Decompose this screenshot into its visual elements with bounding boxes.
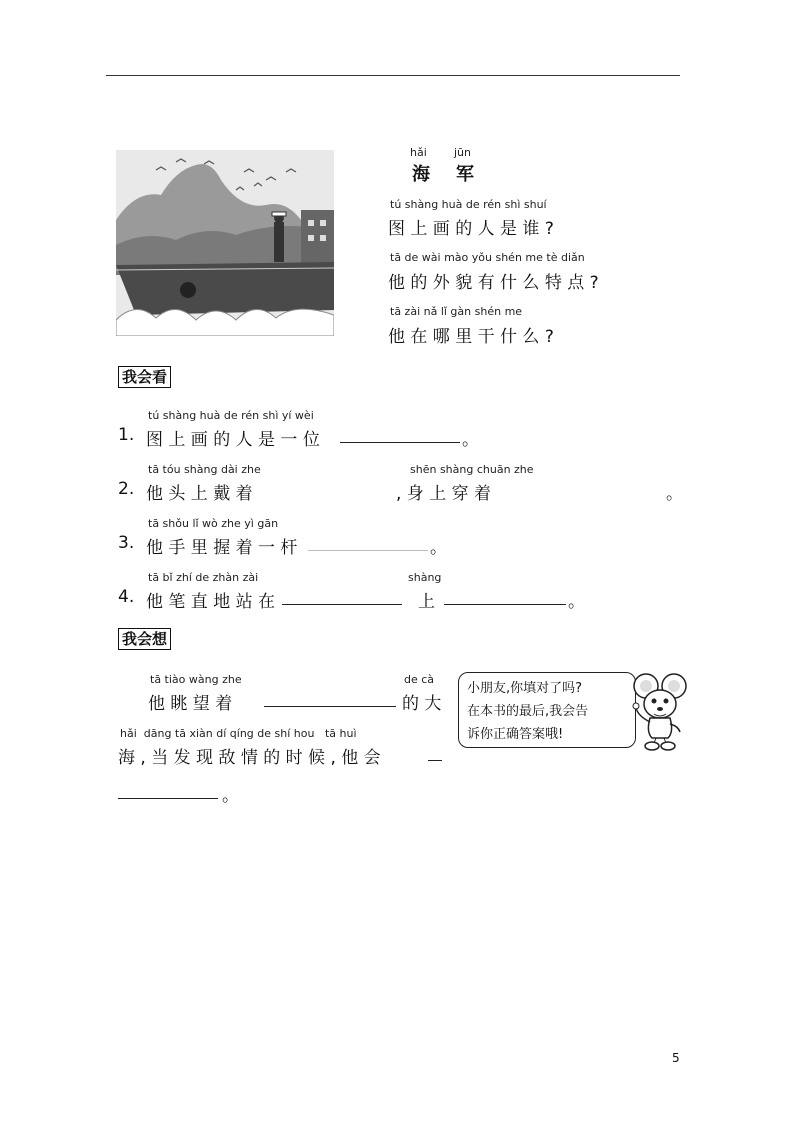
item-4-text-mid: 上 xyxy=(418,592,435,612)
item-4-text: 他 笔 直 地 站 在 xyxy=(146,592,276,612)
think-line-2-pinyin: hǎi dāng tā xiàn dí qíng de shí hou tā huì xyxy=(120,727,357,740)
question-2-text: 他 的 外 貌 有 什 么 特 点 ? xyxy=(388,273,599,293)
item-4-blank-1[interactable] xyxy=(282,604,402,605)
question-1-text: 图 上 画 的 人 是 谁 ? xyxy=(388,219,554,239)
item-4-number: 4. xyxy=(118,587,135,607)
item-4-pinyin-mid: shàng xyxy=(408,571,442,584)
item-1-blank[interactable] xyxy=(340,442,460,443)
item-3-text: 他 手 里 握 着 一 杆 xyxy=(146,538,298,558)
item-2-pinyin-a: tā tóu shàng dài zhe xyxy=(148,463,261,476)
title-char-1: 海 xyxy=(412,164,430,185)
section-look-label: 我会看 xyxy=(118,366,171,388)
title-pinyin-2: jūn xyxy=(454,146,471,159)
mouse-mascot-icon xyxy=(628,672,690,754)
think-line-2-text: 海 , 当 发 现 敌 情 的 时 候 , 他 会 xyxy=(118,748,381,768)
think-blank-2a[interactable] xyxy=(428,760,442,761)
think-blank-1[interactable] xyxy=(264,706,396,707)
item-2-pinyin-b: shēn shàng chuān zhe xyxy=(410,463,534,476)
item-2-end: 。 xyxy=(666,484,683,504)
navy-illustration xyxy=(116,150,334,336)
title-char-2: 军 xyxy=(456,164,474,185)
think-line-1-text: 他 眺 望 着 xyxy=(148,694,233,714)
section-think-label: 我会想 xyxy=(118,628,171,650)
item-4-end: 。 xyxy=(568,592,585,612)
question-3-text: 他 在 哪 里 干 什 么 ? xyxy=(388,327,554,347)
question-1-pinyin: tú shàng huà de rén shì shuí xyxy=(390,198,547,211)
item-1-number: 1. xyxy=(118,425,135,445)
item-1-text: 图 上 画 的 人 是 一 位 xyxy=(146,430,320,450)
item-1-end: 。 xyxy=(462,430,479,450)
bubble-line-2: 在本书的最后,我会告 xyxy=(467,704,589,719)
speech-bubble xyxy=(458,672,636,748)
question-2-pinyin: tā de wài mào yǒu shén me tè diǎn xyxy=(390,251,585,264)
item-4-pinyin: tā bǐ zhí de zhàn zài xyxy=(148,571,259,584)
bubble-line-3: 诉你正确答案哦! xyxy=(467,727,564,742)
think-blank-2b[interactable] xyxy=(118,798,218,799)
item-2-text-a: 他 头 上 戴 着 xyxy=(146,484,253,504)
page-number: 5 xyxy=(672,1051,680,1065)
item-3-pinyin: tā shǒu lǐ wò zhe yì gān xyxy=(148,517,279,530)
item-3-end: 。 xyxy=(430,538,447,558)
think-line-1-tail-pinyin: de cà xyxy=(404,673,435,686)
item-2-text-b: , 身 上 穿 着 xyxy=(396,484,492,504)
title-pinyin-1: hǎi xyxy=(410,146,427,159)
item-3-number: 3. xyxy=(118,533,135,553)
item-1-pinyin: tú shàng huà de rén shì yí wèi xyxy=(148,409,314,422)
top-rule xyxy=(106,75,680,76)
question-3-pinyin: tā zài nǎ lǐ gàn shén me xyxy=(390,305,523,318)
think-line-3-end: 。 xyxy=(222,786,239,806)
item-4-blank-2[interactable] xyxy=(444,604,566,605)
bubble-line-1: 小朋友,你填对了吗? xyxy=(467,681,583,696)
think-line-1-pinyin: tā tiào wàng zhe xyxy=(150,673,242,686)
item-3-blank[interactable] xyxy=(308,550,428,551)
think-line-1-tail-text: 的 大 xyxy=(402,694,442,714)
item-2-number: 2. xyxy=(118,479,135,499)
